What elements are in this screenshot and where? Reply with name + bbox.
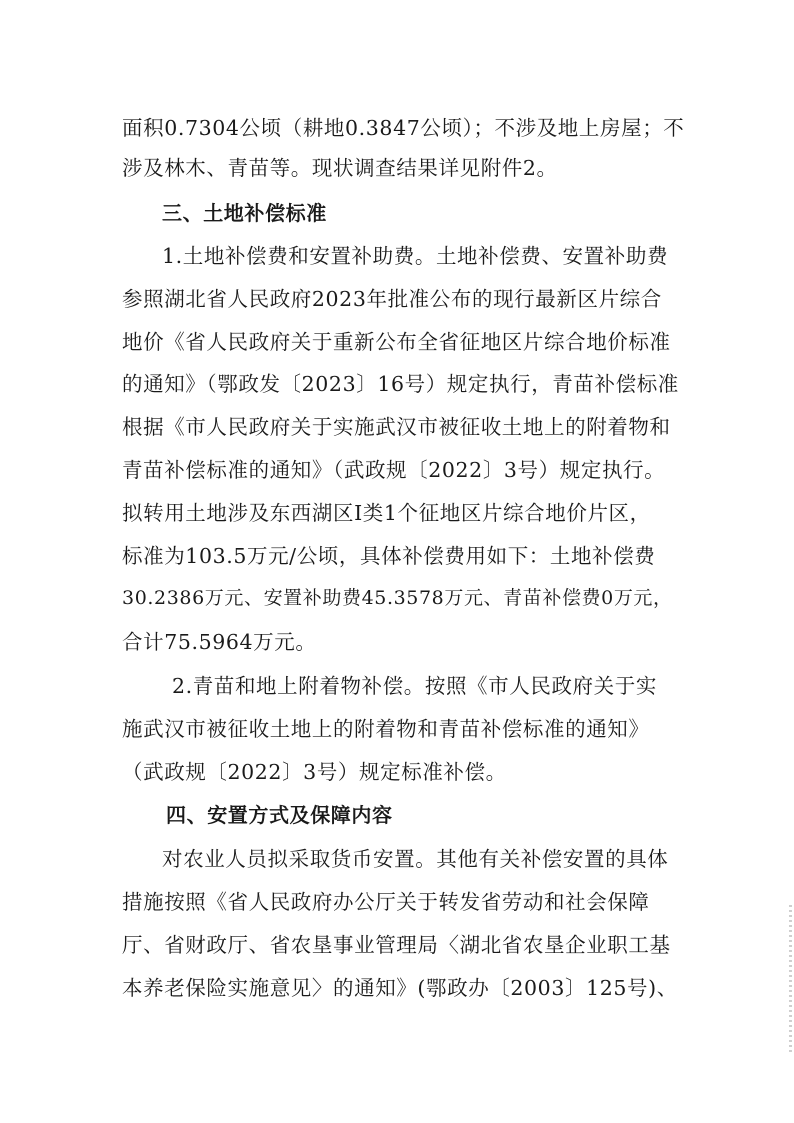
text-line: 涉及林木、青苗等。现状调查结果详见附件2。 <box>122 156 558 180</box>
text-line: 厅、省财政厅、省农垦事业管理局〈湖北省农垦企业职工基 <box>122 933 671 957</box>
text-line: 标准为103.5万元/公顷，具体补偿费用如下：土地补偿费 <box>122 544 656 568</box>
text-line: 地价《省人民政府关于重新公布全省征地区片综合地价标准 <box>122 330 671 354</box>
text-line: 参照湖北省人民政府2023年批准公布的现行最新区片综合 <box>122 287 662 311</box>
text-line: 措施按照《省人民政府办公厅关于转发省劳动和社会保障 <box>122 890 650 914</box>
text-line: 1.土地补偿费和安置补助费。土地补偿费、安置补助费 <box>162 244 669 268</box>
scan-edge-mark <box>789 905 792 1055</box>
text-line: 本养老保险实施意见〉的通知》(鄂政办〔2003〕125号)、 <box>122 976 678 1000</box>
text-line: 对农业人员拟采取货币安置。其他有关补偿安置的具体 <box>162 847 669 871</box>
text-line: 的通知》（鄂政发〔2023〕16号）规定执行，青苗补偿标准 <box>122 372 679 396</box>
text-line: 根据《市人民政府关于实施武汉市被征收土地上的附着物和 <box>122 415 671 439</box>
section-heading: 四、安置方式及保障内容 <box>166 803 393 827</box>
text-line: 面积0.7304公顷（耕地0.3847公顷）；不涉及地上房屋；不 <box>122 116 685 140</box>
text-line: 合计75.5964万元。 <box>122 630 317 654</box>
text-line: 30.2386万元、安置补助费45.3578万元、青苗补偿费0万元， <box>122 587 673 609</box>
text-line: 青苗补偿标准的通知》（武政规〔2022〕3号）规定执行。 <box>122 458 666 482</box>
section-heading: 三、土地补偿标准 <box>162 201 327 225</box>
text-line: 2.青苗和地上附着物补偿。按照《市人民政府关于实 <box>172 674 657 698</box>
text-line: 施武汉市被征收土地上的附着物和青苗补偿标准的通知》 <box>122 717 650 741</box>
text-line: （武政规〔2022〕3号）规定标准补偿。 <box>122 760 507 784</box>
text-line: 拟转用土地涉及东西湖区Ⅰ类1个征地区片综合地价片区， <box>122 501 651 525</box>
